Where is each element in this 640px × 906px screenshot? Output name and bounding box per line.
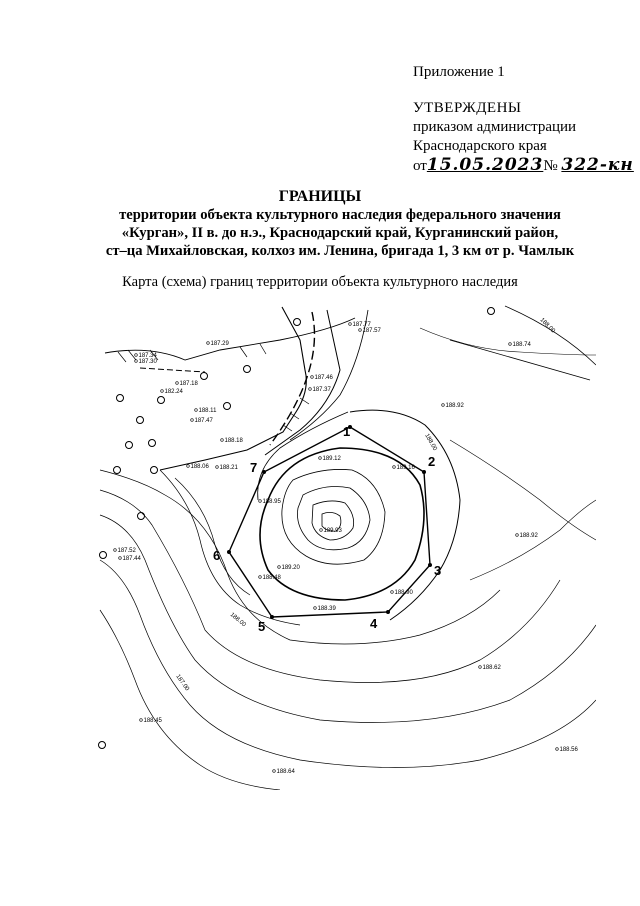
elevation-label: 188.11 [198,408,217,414]
contour-label: 188.00 [423,433,438,452]
elevation-label: 188.92 [519,533,538,539]
elevation-label: 188.45 [143,718,162,724]
elevation-label: 188.18 [224,438,243,444]
approval-block [413,99,634,176]
vertex-label: 4 [370,616,378,631]
elevation-label: 189.20 [281,565,300,571]
elevation-label: 188.90 [394,590,413,596]
elevation-label: 189.12 [322,456,341,462]
elevation-mark [320,528,343,534]
elevation-label: 187.30 [138,359,157,365]
vertex-label: 3 [434,563,442,578]
vertex-label: 2 [428,454,436,469]
subtitle-line-2: «Курган», II в. до н.э., Краснодарский край, Курганинский район, [121,225,559,241]
elevation-label: 187.52 [117,548,136,554]
boundary-vertex-1 [343,424,352,439]
approved-line-2: Краснодарского края [413,138,547,154]
approved-line-1: приказом администрации [413,119,577,135]
elevation-mark [195,408,217,414]
boundary-vertex-7 [250,460,266,475]
elevation-mark [309,387,332,393]
tree-symbols [99,308,495,749]
boundary-vertex-2 [422,454,435,474]
vertex-label: 5 [258,619,266,634]
subtitle-line-1: территории объекта культурного наследия федерального значения [119,207,561,223]
approval-number: 322-кн [561,155,634,175]
elevation-mark [391,590,414,596]
vertex-label: 7 [250,460,258,475]
elevation-mark [259,499,282,505]
elevation-mark [161,389,184,395]
elevation-label: 187.77 [352,322,371,328]
elevation-mark [119,556,142,562]
boundary-map [96,300,596,790]
elevation-label: 188.48 [262,575,281,581]
elevation-label: 187.37 [312,387,331,393]
elevation-mark [516,533,539,539]
elevation-mark [259,575,282,581]
document-subtitle [70,206,610,260]
elevation-label: 187.57 [362,328,381,334]
elevation-mark [556,747,579,753]
elevation-mark [207,341,230,347]
elevation-mark [221,438,244,444]
elevation-mark [278,565,301,571]
elevation-label: 188.06 [190,464,209,470]
elevation-label: 188.64 [276,769,295,775]
elevation-label: 187.34 [138,353,157,359]
map-caption: Карта (схема) границ территории объекта культурного наследия [122,274,518,290]
elevation-mark [216,465,239,471]
appendix-label: Приложение 1 [413,64,505,80]
number-prefix: № [543,158,558,174]
elevation-mark [187,464,210,470]
elevation-label: 182.24 [164,389,183,395]
date-prefix: от [413,158,427,174]
elevation-label: 188.21 [219,465,238,471]
elevation-label: 188.39 [317,606,336,612]
elevation-mark [140,718,163,724]
elevation-label: 187.46 [314,375,333,381]
subtitle-line-3: ст–ца Михайловская, колхоз им. Ленина, бригада 1, 3 км от р. Чамлык [105,243,575,259]
boundary-vertex-6 [213,548,231,563]
elevation-label: 189.93 [323,528,342,534]
elevation-mark [442,403,465,409]
elevation-label: 188.74 [512,342,531,348]
contour-label: 188.00 [228,611,247,629]
elevation-mark [359,328,382,334]
approval-date: 15.05.2023 [426,155,544,175]
elevation-mark [273,769,296,775]
elevation-mark [311,375,334,381]
vertex-label: 1 [343,424,351,439]
elevation-label: 188.62 [482,665,501,671]
elevation-mark [114,548,137,554]
elevation-label: 187.18 [179,381,198,387]
approval-date-line [413,156,634,176]
elevation-label: 187.44 [122,556,141,562]
vertex-label: 6 [213,548,221,563]
elevation-mark [393,465,416,471]
elevation-label: 188.95 [262,499,281,505]
elevation-mark [314,606,337,612]
boundary-vertex-3 [428,563,441,578]
elevation-label: 187.29 [210,341,229,347]
elevation-mark [479,665,502,671]
elevation-label: 189.16 [396,465,415,471]
elevation-label: 187.47 [194,418,213,424]
boundary-vertex-5 [258,615,274,634]
elevation-mark [135,359,158,365]
elevation-mark [176,381,199,387]
document-title: ГРАНИЦЫ [278,188,362,205]
approved-title: УТВЕРЖДЕНЫ [413,100,522,116]
contour-label: 188.00 [538,317,556,335]
elevation-mark [191,418,214,424]
elevation-mark [509,342,532,348]
elevation-label: 188.56 [559,747,578,753]
elevation-label: 188.92 [445,403,464,409]
elevation-mark [319,456,342,462]
contour-label: 187.00 [174,673,190,693]
